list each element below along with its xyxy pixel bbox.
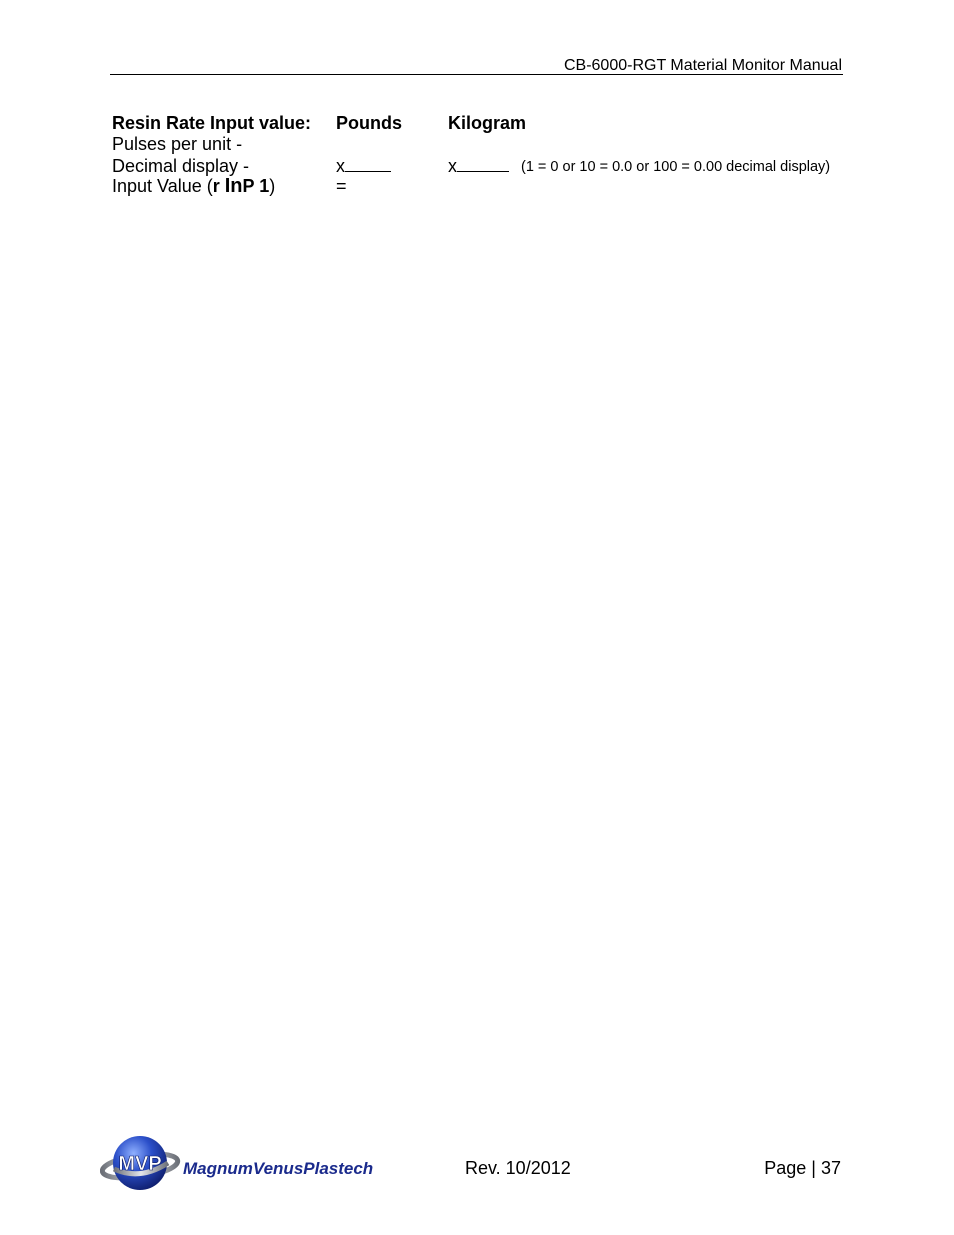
pounds-decimal-prefix: x bbox=[336, 156, 345, 176]
decimal-display-note: (1 = 0 or 10 = 0.0 or 100 = 0.00 decimal display) bbox=[521, 159, 831, 175]
row-label-input-value bbox=[112, 176, 275, 197]
input-value-suffix: ) bbox=[269, 176, 276, 196]
column-header-pounds: Pounds bbox=[336, 113, 402, 133]
input-code-part-c: P 1 bbox=[242, 176, 270, 196]
header-divider bbox=[110, 74, 843, 75]
logo-wordmark: MagnumVenusPlastech bbox=[183, 1159, 374, 1178]
mvp-logo bbox=[100, 1133, 390, 1197]
kilogram-decimal-prefix: x bbox=[448, 156, 457, 176]
table-heading: Resin Rate Input value: bbox=[112, 113, 312, 133]
logo-mark-text: MVP bbox=[118, 1153, 162, 1175]
column-header-kilogram: Kilogram bbox=[448, 113, 527, 133]
input-code-part-b: In bbox=[224, 175, 243, 197]
page-number: Page | 37 bbox=[764, 1158, 841, 1178]
pounds-decimal-field bbox=[336, 156, 391, 177]
pounds-input-value: = bbox=[336, 176, 347, 196]
row-label-decimal: Decimal display - bbox=[112, 156, 250, 176]
kilogram-decimal-blank bbox=[457, 156, 509, 172]
pounds-decimal-blank bbox=[345, 156, 391, 172]
mvp-logo-graphic bbox=[100, 1133, 390, 1197]
kilogram-decimal-field bbox=[448, 156, 509, 177]
manual-title: CB-6000-RGT Material Monitor Manual bbox=[563, 57, 842, 74]
input-code-part-a: r bbox=[212, 176, 225, 196]
row-label-pulses: Pulses per unit - bbox=[112, 134, 243, 154]
revision-label: Rev. 10/2012 bbox=[465, 1158, 571, 1178]
input-value-prefix: Input Value ( bbox=[112, 176, 213, 196]
